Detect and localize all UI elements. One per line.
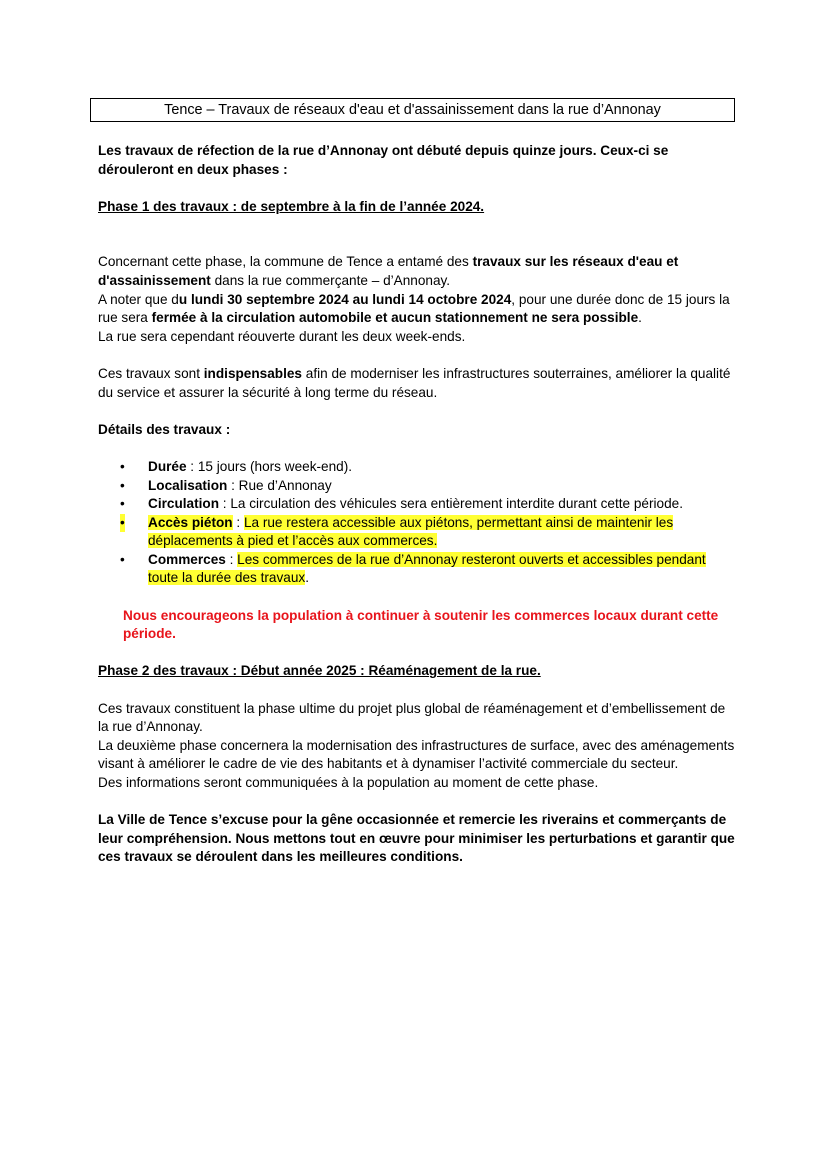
- item-separator: :: [232, 514, 244, 530]
- phase2-paragraph-2: La deuxième phase concernera la modernisation des infrastructures de surface, avec des aménagements visant à améliorer le cadre de vie des habitants et à dynamiser l’activité commerciale du secteur.: [98, 737, 735, 772]
- details-list: [98, 458, 738, 588]
- bold-span: fermée à la circulation automobile et aucun stationnement ne sera possible: [151, 310, 639, 326]
- item-label: Accès piéton: [148, 514, 233, 530]
- phase1-heading: Phase 1 des travaux : de septembre à la fin de l’année 2024.: [98, 198, 485, 214]
- text-span: A noter que d: [98, 291, 179, 307]
- item-label: Commerces: [148, 551, 226, 567]
- text-span: .: [638, 310, 642, 326]
- phase1-paragraph-3: La rue sera cependant réouverte durant les deux week-ends.: [98, 328, 466, 344]
- text-span: Concernant cette phase, la commune de Tence a entamé des: [98, 254, 473, 270]
- phase1-paragraph-1: [98, 253, 738, 290]
- item-text: La circulation des véhicules sera entièrement interdite durant cette période.: [230, 496, 683, 512]
- phase1-paragraph-2: [98, 291, 738, 328]
- item-text-highlighted: La rue restera accessible aux piétons, permettant ainsi de maintenir les déplacements à pied et l’accès aux commerces.: [148, 514, 674, 549]
- bold-span: u lundi 30 septembre 2024 au lundi 14 octobre 2024: [178, 291, 512, 307]
- item-separator: :: [225, 551, 238, 567]
- item-text: Rue d’Annonay: [238, 477, 332, 493]
- text-span: dans la rue commerçante – d’Annonay.: [210, 272, 451, 288]
- bold-span: indispensables: [203, 365, 302, 381]
- text-span: afin de moderniser les infrastructures souterraines, améliorer la qualité du service et assurer la sécurité à long terme du réseau.: [98, 365, 731, 400]
- phase1-paragraph-4: [98, 365, 738, 402]
- text-span: Ces travaux sont: [98, 365, 204, 381]
- document-body: [98, 142, 738, 867]
- details-heading: Détails des travaux :: [98, 421, 231, 437]
- item-separator: :: [186, 458, 198, 474]
- list-item-circulation: [98, 495, 738, 514]
- item-separator: :: [227, 477, 239, 493]
- item-label: Durée: [148, 458, 187, 474]
- item-text: 15 jours (hors week-end).: [197, 458, 353, 474]
- intro-paragraph: Les travaux de réfection de la rue d’Annonay ont débuté depuis quinze jours. Ceux-ci se dérouleront en deux phases :: [98, 143, 669, 177]
- text-span: , pour une durée donc de 15 jours la rue sera: [98, 291, 730, 326]
- document-title: Tence – Travaux de réseaux d'eau et d'assainissement dans la rue d’Annonay: [90, 98, 735, 122]
- item-label: Localisation: [148, 477, 228, 493]
- phase2-paragraph-1: Ces travaux constituent la phase ultime du projet plus global de réaménagement et d’embellissement de la rue d’Annonay.: [98, 700, 726, 735]
- phase2-paragraph-3: Des informations seront communiquées à la population au moment de cette phase.: [98, 775, 599, 790]
- notice-red: Nous encourageons la population à continuer à soutenir les commerces locaux durant cette période.: [123, 607, 719, 642]
- item-text-highlighted: Les commerces de la rue d’Annonay resteront ouverts et accessibles pendant toute la durée des travaux: [148, 551, 706, 586]
- phase2-heading: Phase 2 des travaux : Début année 2025 : Réaménagement de la rue.: [98, 663, 541, 679]
- list-item-acces-pieton: [98, 514, 738, 551]
- list-item-localisation: [98, 477, 738, 496]
- closing-paragraph: La Ville de Tence s’excuse pour la gêne occasionnée et remercie les riverains et commerçants de leur compréhension. Nous mettons tout en œuvre pour minimiser les perturbations et garantir que ces travaux se déroulent dans les meilleures conditions.: [98, 812, 735, 865]
- item-label: Circulation: [148, 496, 219, 512]
- list-item-duree: [98, 458, 738, 477]
- item-separator: :: [219, 496, 231, 512]
- bold-span: travaux sur les réseaux d'eau et d'assainissement: [98, 254, 679, 288]
- list-item-commerces: [98, 551, 738, 588]
- item-tail: .: [305, 570, 309, 586]
